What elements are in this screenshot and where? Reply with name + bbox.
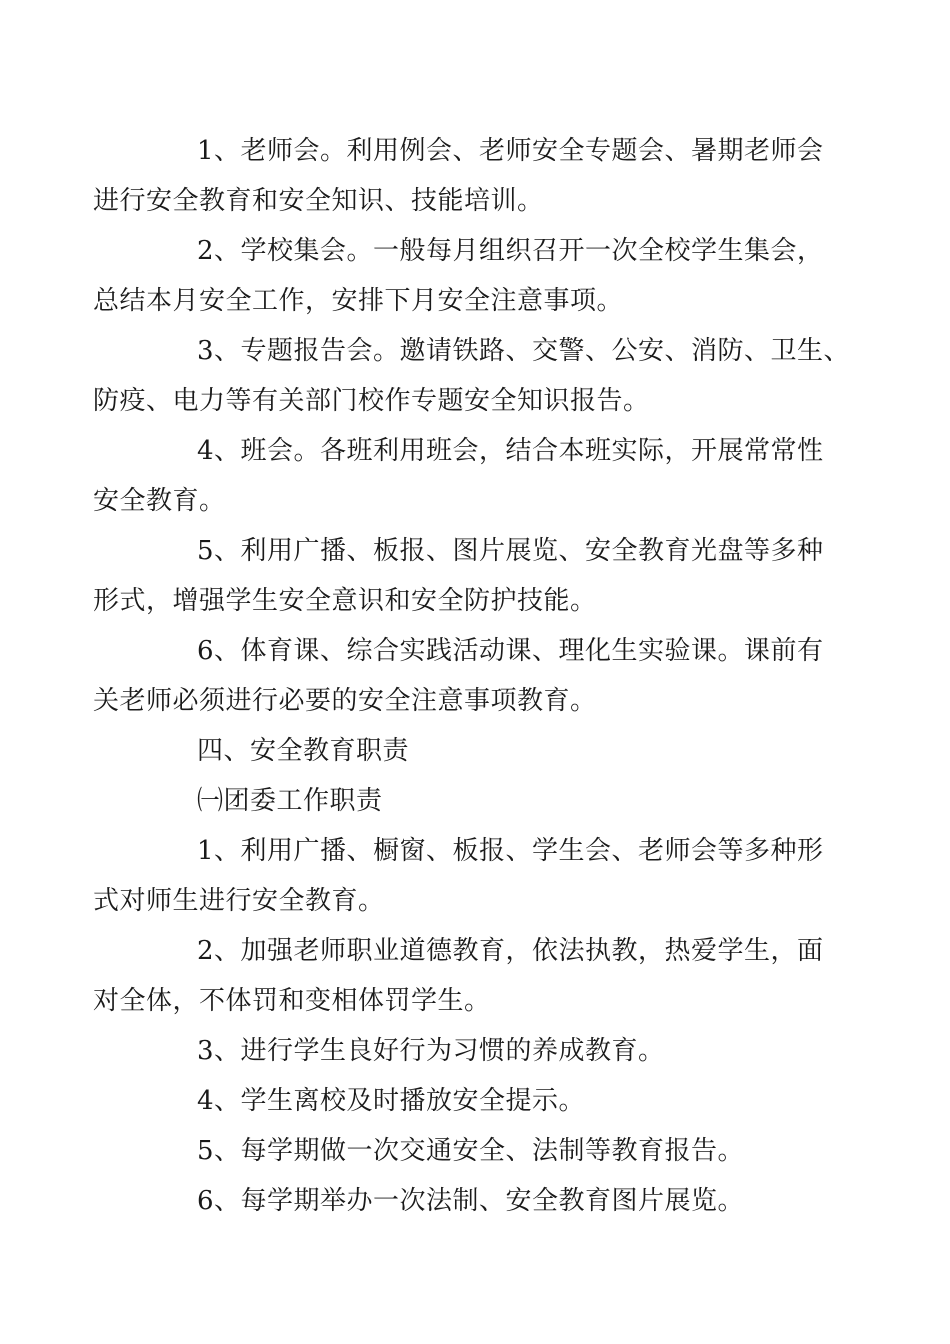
text-line: 1、利用广播、橱窗、板报、学生会、老师会等多种形 <box>197 836 824 866</box>
text-line: 形式，增强学生安全意识和安全防护技能。 <box>93 586 597 616</box>
paragraph-league-item-5 <box>145 1126 825 1176</box>
text-line: 6、每学期举办一次法制、安全教育图片展览。 <box>197 1186 745 1216</box>
paragraph-league-item-3 <box>145 1026 825 1076</box>
text-line: 式对师生进行安全教育。 <box>93 886 385 916</box>
paragraph-league-item-4 <box>145 1076 825 1126</box>
document-body <box>93 126 851 1226</box>
text-line: 3、专题报告会。邀请铁路、交警、公安、消防、卫生、 <box>197 336 851 366</box>
paragraph-school-assembly <box>93 226 825 326</box>
section-heading-duties <box>145 726 825 776</box>
text-line: 4、班会。各班利用班会，结合本班实际，开展常常性 <box>197 436 824 466</box>
text-line: 安全教育。 <box>93 486 226 516</box>
text-line: 防疫、电力等有关部门校作专题安全知识报告。 <box>93 386 650 416</box>
text-line: 对全体，不体罚和变相体罚学生。 <box>93 986 491 1016</box>
text-line: 四、安全教育职责 <box>197 736 410 766</box>
text-line: 6、体育课、综合实践活动课、理化生实验课。课前有 <box>197 636 824 666</box>
text-line: 3、进行学生良好行为习惯的养成教育。 <box>197 1036 665 1066</box>
text-line: ㈠团委工作职责 <box>197 786 383 816</box>
paragraph-league-item-1 <box>93 826 825 926</box>
text-line: 4、学生离校及时播放安全提示。 <box>197 1086 586 1116</box>
text-line: 5、每学期做一次交通安全、法制等教育报告。 <box>197 1136 745 1166</box>
paragraph-league-item-6 <box>145 1176 825 1226</box>
text-line: 进行安全教育和安全知识、技能培训。 <box>93 186 544 216</box>
text-line: 2、加强老师职业道德教育，依法执教，热爱学生，面 <box>197 936 824 966</box>
subsection-heading-league-duties <box>145 776 825 826</box>
text-line: 2、学校集会。一般每月组织召开一次全校学生集会， <box>197 236 824 266</box>
paragraph-class-meeting <box>93 426 825 526</box>
paragraph-pe-lab-class <box>93 626 825 726</box>
paragraph-teacher-meeting <box>93 126 825 226</box>
text-line: 关老师必须进行必要的安全注意事项教育。 <box>93 686 597 716</box>
paragraph-special-report <box>93 326 851 426</box>
paragraph-league-item-2 <box>93 926 825 1026</box>
paragraph-broadcast-forms <box>93 526 825 626</box>
text-line: 1、老师会。利用例会、老师安全专题会、暑期老师会 <box>197 136 824 166</box>
text-line: 5、利用广播、板报、图片展览、安全教育光盘等多种 <box>197 536 824 566</box>
text-line: 总结本月安全工作，安排下月安全注意事项。 <box>93 286 624 316</box>
